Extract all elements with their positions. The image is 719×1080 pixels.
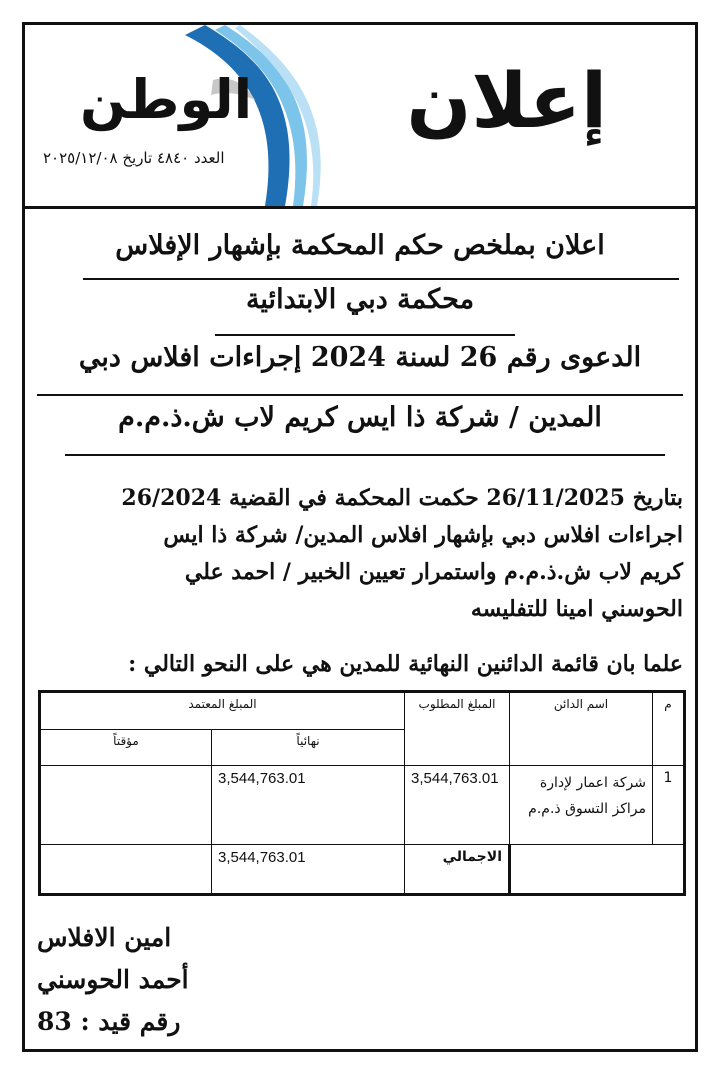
issue-line: العدد ٤٨٤٠ تاريخ ٢٠٢٥/١٢/٠٨ bbox=[43, 149, 225, 167]
header bbox=[25, 25, 695, 209]
divider bbox=[215, 334, 515, 336]
signature-registration: رقم قيد : 83 bbox=[37, 1007, 181, 1036]
row-index: 1 bbox=[653, 766, 685, 845]
title-line-2: محكمة دبي الابتدائية bbox=[245, 284, 475, 315]
header-creditor: اسم الدائن bbox=[510, 692, 653, 766]
divider bbox=[37, 394, 683, 396]
divider bbox=[83, 278, 679, 280]
signature-name: أحمد الحوسني bbox=[37, 965, 189, 994]
signature-title: امين الافلاس bbox=[37, 923, 172, 952]
header-index: م bbox=[653, 692, 685, 766]
judgment-line-3: كريم لاب ش.ذ.م.م واستمرار تعيين الخبير / احمد علي bbox=[184, 559, 683, 585]
header-provisional: مؤقتاً bbox=[40, 729, 212, 765]
title-line-3: الدعوى رقم 26 لسنة 2024 إجراءات افلاس دبي bbox=[78, 342, 642, 373]
row-provisional bbox=[40, 766, 212, 845]
total-label: الاجمالي bbox=[405, 845, 510, 895]
judgment-line-2: اجراءات افلاس دبي بإشهار افلاس المدين/ شركة ذا ايس bbox=[163, 522, 683, 548]
table-header-row bbox=[40, 692, 685, 730]
row-creditor: شركة اعمار لإدارة مراكز التسوق ذ.م.م bbox=[510, 766, 653, 845]
judgment-line-1: بتاريخ 26/11/2025 حكمت المحكمة في القضية 26/2024 bbox=[121, 485, 683, 511]
judgment-text bbox=[33, 480, 683, 628]
row-final: 3,544,763.01 bbox=[212, 766, 405, 845]
header-approved: المبلغ المعتمد bbox=[40, 692, 405, 730]
total-provisional bbox=[40, 845, 212, 895]
title-line-1: اعلان بملخص حكم المحكمة بإشهار الإفلاس bbox=[115, 230, 605, 261]
creditors-table bbox=[38, 690, 686, 896]
table-row bbox=[40, 766, 685, 845]
announcement-heading: إعلان bbox=[406, 56, 607, 145]
header-final: نهائياً bbox=[212, 729, 405, 765]
header-requested: المبلغ المطلوب bbox=[405, 692, 510, 766]
newspaper-logo: الوطن bbox=[80, 68, 253, 131]
total-final: 3,544,763.01 bbox=[212, 845, 405, 895]
creditors-note: علما بان قائمة الدائنين النهائية للمدين هي على النحو التالي : bbox=[128, 651, 683, 677]
judgment-line-4: الحوسني امينا للتفليسه bbox=[470, 596, 683, 622]
announcement-frame bbox=[22, 22, 698, 1052]
row-requested: 3,544,763.01 bbox=[405, 766, 510, 845]
divider bbox=[65, 454, 665, 456]
title-line-4: المدين / شركة ذا ايس كريم لاب ش.ذ.م.م bbox=[118, 402, 602, 433]
table-total-row bbox=[40, 845, 685, 895]
